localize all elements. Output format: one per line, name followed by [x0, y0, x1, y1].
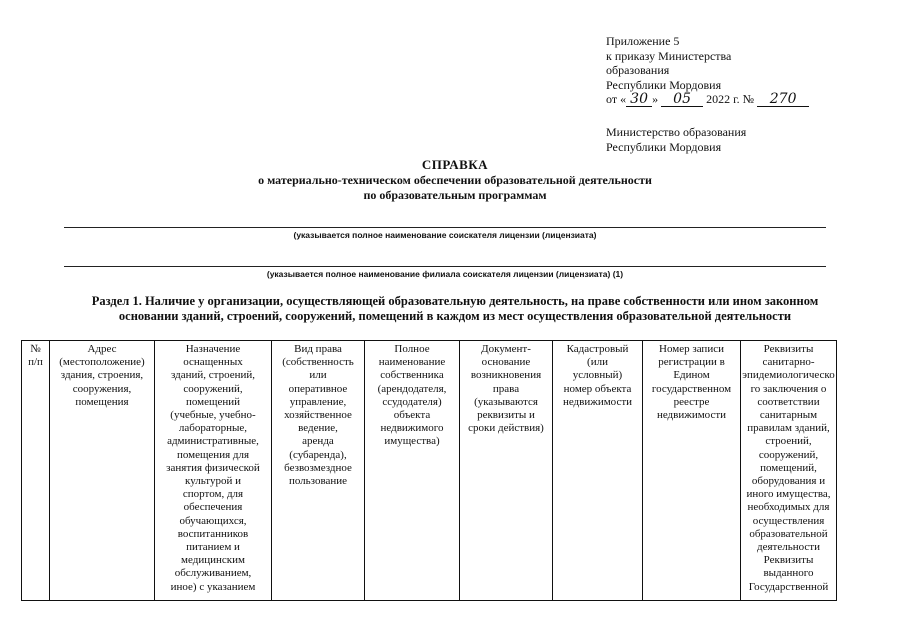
title-subheading: по образовательным программам	[363, 187, 547, 202]
header-cell-line: культурой и	[185, 475, 241, 488]
header-cell-line: (или	[587, 356, 608, 369]
header-cell-line: Документ-	[481, 343, 531, 355]
header-cell-line: здания, строения,	[60, 369, 144, 382]
header-cell-line: аренда	[302, 435, 334, 448]
header-cell-line: спортом, для	[182, 488, 244, 501]
header-cell-line: права	[492, 382, 520, 395]
header-cell-line: оперативное	[288, 382, 348, 395]
header-cell-col-purpose	[155, 341, 272, 601]
header-cell-line: помещения для	[176, 448, 250, 461]
facilities-table	[21, 340, 837, 601]
header-cell-line: административные,	[167, 435, 259, 448]
appendix-line: Республики Мордовия	[606, 77, 722, 92]
header-cell-line: осуществления	[752, 514, 825, 527]
ministry-line: Министерство образования	[606, 125, 747, 139]
header-cell-line: управление,	[289, 395, 347, 408]
header-cell-line: иного имущества,	[746, 488, 831, 501]
header-cell-line: воспитанников	[177, 527, 249, 540]
header-cell-line: или	[309, 369, 327, 382]
header-cell-line: Полное	[394, 343, 430, 355]
header-cell-line: го заключения о	[750, 382, 827, 395]
header-cell-line: регистрации в	[658, 356, 725, 369]
header-cell-line: государственном	[651, 382, 732, 395]
header-cell-line: сооружений,	[183, 382, 243, 395]
header-cell-line: Едином	[673, 369, 710, 382]
header-cell-line: выданного	[763, 567, 814, 580]
header-cell-line: правилам зданий,	[747, 422, 830, 435]
header-cell-line: реестре	[673, 395, 710, 408]
title-subheading: о материально-техническом обеспечении образовательной деятельности	[258, 173, 652, 187]
header-cell-line: помещений	[185, 395, 241, 408]
header-cell-line: необходимых для	[747, 501, 830, 514]
table-header-row	[22, 341, 837, 601]
header-cell-line: №	[30, 343, 41, 355]
header-cell-line: (местоположение)	[59, 356, 145, 369]
order-date-line	[606, 92, 809, 107]
ministry-line: Республики Мордовия	[606, 139, 722, 154]
branch-name-line	[64, 266, 826, 267]
header-cell-line: основание	[481, 356, 531, 369]
header-cell-col-cadastral	[553, 341, 643, 601]
header-cell-line: объекта	[393, 409, 431, 422]
appendix-line: Приложение 5	[606, 34, 680, 48]
date-prefix: от «	[606, 92, 627, 106]
section-line: Раздел 1. Наличие у организации, осуществляющей образовательную деятельность, на праве собственности или ином законном	[91, 294, 819, 308]
header-cell-col-registry	[643, 341, 741, 601]
header-cell-line: хозяйственное	[284, 409, 352, 422]
header-cell-col-address	[50, 341, 155, 601]
header-cell-line: номер объекта	[563, 382, 632, 395]
appendix-line: к приказу Министерства	[606, 48, 732, 63]
header-cell-col-owner	[365, 341, 460, 601]
appendix-line: образования	[606, 63, 670, 77]
header-cell-line: пользование	[288, 475, 348, 488]
header-cell-line: эпидемиологическо	[742, 369, 835, 382]
header-cell-line: Кадастровый	[566, 343, 629, 355]
header-cell-line: санитарным	[759, 409, 818, 422]
section-line: основании зданий, строений, сооружений, помещений в каждом из мест осуществления образовательной деятельности	[118, 309, 792, 323]
section-heading	[40, 294, 870, 324]
header-cell-line: иное) с указанием	[170, 580, 256, 593]
appendix-block	[606, 34, 809, 107]
header-cell-line: лабораторные,	[178, 422, 248, 435]
branch-caption: (указывается полное наименование филиала соискателя лицензии (лицензиата) (1)	[266, 269, 624, 279]
header-cell-line: безвозмездное	[284, 461, 352, 474]
header-cell-line: Адрес	[87, 343, 117, 355]
handwritten-day: 30	[626, 93, 652, 107]
header-cell-line: сооружения,	[72, 382, 132, 395]
header-cell-col-number	[22, 341, 50, 601]
header-cell-line: сроки действия)	[468, 422, 544, 435]
header-cell-line: санитарно-	[762, 356, 815, 369]
licensee-name-line	[64, 227, 826, 228]
header-cell-line: сооружений,	[758, 448, 819, 461]
handwritten-order-number: 270	[757, 93, 809, 107]
document-title	[60, 157, 850, 202]
header-cell-line: помещения	[75, 395, 129, 408]
header-cell-line: Государственной	[748, 580, 829, 593]
header-cell-line: обеспечения	[183, 501, 243, 514]
header-cell-line: Назначение	[185, 343, 241, 355]
date-mid: »	[652, 92, 659, 106]
header-cell-line: (учебные, учебно-	[170, 409, 256, 422]
header-cell-line: реквизиты и	[477, 409, 535, 422]
header-cell-line: собственника	[380, 369, 444, 382]
header-cell-line: (субаренда),	[289, 448, 347, 461]
header-cell-line: наименование	[378, 356, 446, 369]
year-text: 2022 г. №	[706, 92, 755, 106]
header-cell-line: помещений,	[760, 461, 817, 474]
header-cell-line: Номер записи	[659, 343, 724, 355]
header-cell-line: Реквизиты	[763, 343, 814, 355]
header-cell-line: недвижимого	[380, 422, 444, 435]
header-cell-line: (указываются	[474, 395, 538, 408]
header-cell-line: (собственность	[282, 356, 354, 369]
header-cell-line: питанием и	[186, 541, 240, 554]
header-cell-line: деятельности	[757, 541, 820, 554]
licensee-caption: (указывается полное наименование соискателя лицензии (лицензиата)	[293, 230, 597, 240]
header-cell-line: Вид права	[294, 343, 342, 355]
header-cell-line: занятия физической	[166, 461, 260, 474]
header-cell-line: условный)	[572, 369, 623, 382]
header-cell-line: образовательной	[749, 527, 828, 540]
header-cell-line: зданий, строений,	[170, 369, 256, 382]
header-cell-col-requisites	[741, 341, 837, 601]
header-cell-line: (арендодателя,	[377, 382, 447, 395]
header-cell-line: оснащенных	[183, 356, 243, 369]
header-cell-line: строений,	[765, 435, 812, 448]
header-cell-line: обучающихся,	[179, 514, 247, 527]
header-cell-col-document	[460, 341, 553, 601]
header-cell-line: возникновения	[470, 369, 542, 382]
header-cell-line: медицинским	[181, 554, 245, 567]
ministry-addressee	[606, 125, 746, 154]
header-cell-line: обслуживанием,	[174, 567, 252, 580]
header-cell-col-right-type	[272, 341, 365, 601]
header-cell-line: имущества)	[384, 435, 440, 448]
handwritten-month: 05	[661, 93, 703, 107]
header-cell-line: недвижимости	[656, 409, 727, 422]
title-heading: СПРАВКА	[421, 157, 489, 172]
header-cell-line: ссудодателя)	[382, 395, 442, 408]
header-cell-line: Реквизиты	[763, 554, 814, 567]
header-cell-line: п/п	[28, 356, 43, 369]
header-cell-line: ведение,	[298, 422, 338, 435]
header-cell-line: оборудования и	[751, 475, 826, 488]
header-cell-line: недвижимости	[562, 395, 633, 408]
header-cell-line: соответствии	[757, 395, 820, 408]
